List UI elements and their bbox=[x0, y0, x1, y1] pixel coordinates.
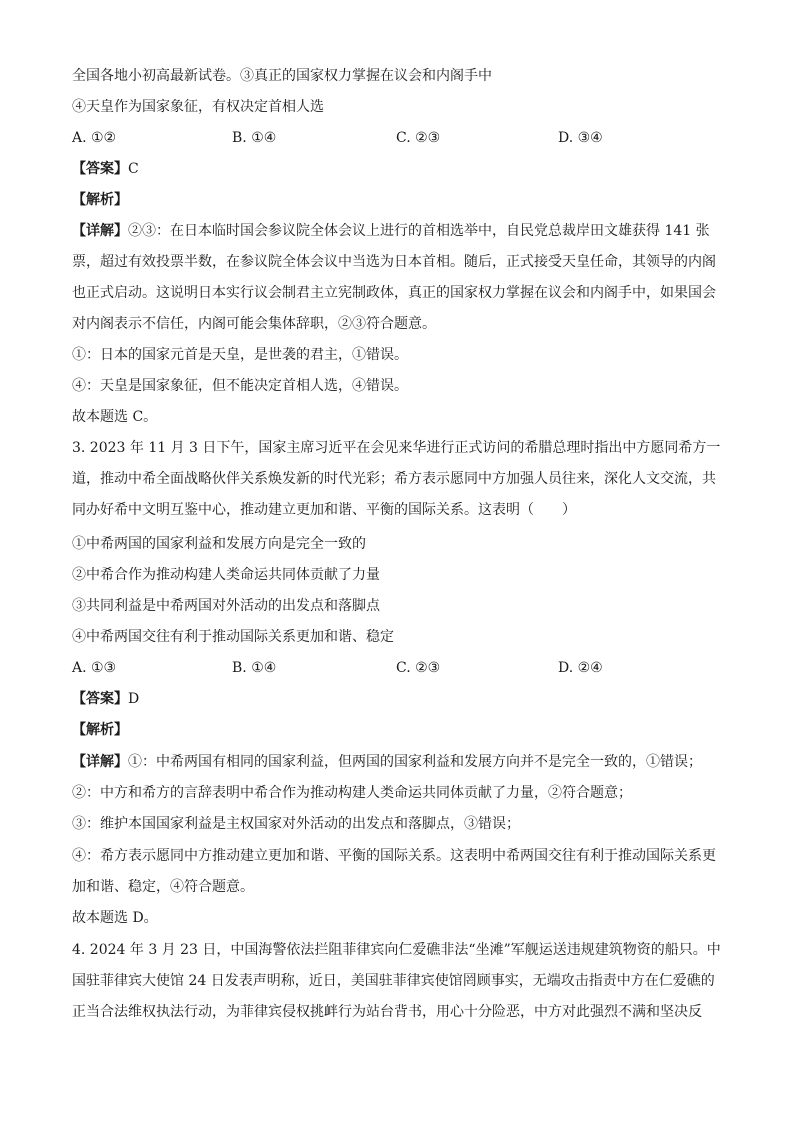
detail-line: 对内阁表示不信任，内阁可能会集体辞职，②③符合题意。 bbox=[72, 316, 436, 332]
answer-tag: 【答案】 bbox=[72, 691, 128, 707]
option-b: B. ①④ bbox=[232, 660, 277, 676]
detail-line: ④：天皇是国家象征，但不能决定首相人选，④错误。 bbox=[72, 378, 408, 394]
detail-tag: 【详解】 bbox=[72, 223, 128, 239]
answer-line bbox=[72, 689, 732, 709]
option-b: B. ①④ bbox=[232, 130, 277, 146]
conclusion-line: 故本题选 D。 bbox=[72, 910, 158, 926]
detail-line: ④：希方表示愿同中方推动建立更加和谐、平衡的国际关系。这表明中希两国交往有利于推动国际关系更 bbox=[72, 848, 716, 864]
detail-line: ①：日本的国家元首是天皇，是世袭的君主，①错误。 bbox=[72, 347, 408, 363]
option-a: A. ①② bbox=[72, 130, 117, 146]
detail-text: ①：中希两国有相同的国家利益，但两国的国家利益和发展方向并不是完全一致的，①错误； bbox=[128, 754, 702, 770]
statement-item: ②中希合作为推动构建人类命运共同体贡献了力量 bbox=[72, 567, 380, 583]
answer-value: D bbox=[128, 691, 140, 707]
statement-item: ①中希两国的国家利益和发展方向是完全一致的 bbox=[72, 536, 366, 552]
text-line: 全国各地小初高最新试卷。③真正的国家权力掌握在议会和内阁手中 bbox=[72, 68, 492, 84]
analysis-label: 【解析】 bbox=[72, 722, 128, 738]
option-c: C. ②③ bbox=[396, 660, 441, 676]
answer-value: C bbox=[128, 161, 139, 177]
analysis-tag bbox=[72, 190, 732, 210]
answer-line bbox=[72, 159, 732, 179]
analysis-label: 【解析】 bbox=[72, 192, 128, 208]
statement-item: ④中希两国交往有利于推动国际关系更加和谐、稳定 bbox=[72, 629, 394, 645]
question-stem: 同办好希中文明互鉴中心，推动建立更加和谐、平衡的国际关系。这表明（ ） bbox=[72, 502, 576, 518]
text-line: ④天皇作为国家象征，有权决定首相人选 bbox=[72, 99, 324, 115]
option-a: A. ①③ bbox=[72, 660, 117, 676]
detail-line bbox=[72, 752, 732, 772]
detail-line: ③：维护本国国家利益是主权国家对外活动的出发点和落脚点，③错误； bbox=[72, 816, 520, 832]
detail-line: 加和谐、稳定，④符合题意。 bbox=[72, 879, 254, 895]
conclusion-line: 故本题选 C。 bbox=[72, 409, 158, 425]
detail-line: ②：中方和希方的言辞表明中希合作为推动构建人类命运共同体贡献了力量，②符合题意； bbox=[72, 785, 632, 801]
question-stem: 道，推动中希全面战略伙伴关系焕发新的时代光彩；希方表示愿同中方加强人员往来，深化人文交流，共 bbox=[72, 471, 716, 487]
detail-line bbox=[72, 221, 732, 241]
question-stem: 4. 2024 年 3 月 23 日，中国海警依法拦阻菲律宾向仁爱礁非法“坐滩”军舰运送违规建筑物资的船只。中 bbox=[72, 942, 721, 958]
question-stem: 3. 2023 年 11 月 3 日下午，国家主席习近平在会见来华进行正式访问的希腊总理时指出中方愿同希方一 bbox=[72, 440, 721, 456]
detail-tag: 【详解】 bbox=[72, 754, 128, 770]
option-d: D. ③④ bbox=[558, 130, 603, 146]
option-c: C. ②③ bbox=[396, 130, 441, 146]
option-d: D. ②④ bbox=[558, 660, 603, 676]
detail-line: 票，超过有效投票半数，在参议院全体会议中当选为日本首相。随后，正式接受天皇任命，其领导的内阁 bbox=[72, 254, 716, 270]
statement-item: ③共同利益是中希两国对外活动的出发点和落脚点 bbox=[72, 598, 380, 614]
question-stem: 正当合法维权执法行动，为菲律宾侵权挑衅行为站台背书，用心十分险恶，中方对此强烈不满和坚决反 bbox=[72, 1004, 702, 1020]
question-stem: 国驻菲律宾大使馆 24 日发表声明称，近日，美国驻菲律宾使馆罔顾事实，无端攻击指责中方在仁爱礁的 bbox=[72, 973, 715, 989]
answer-tag: 【答案】 bbox=[72, 161, 128, 177]
detail-text: ②③：在日本临时国会参议院全体会议上进行的首相选举中，自民党总裁岸田文雄获得 141 张 bbox=[128, 223, 710, 239]
detail-line: 也正式启动。这说明日本实行议会制君主立宪制政体，真正的国家权力掌握在议会和内阁手中，如果国会 bbox=[72, 285, 716, 301]
analysis-tag bbox=[72, 720, 732, 740]
